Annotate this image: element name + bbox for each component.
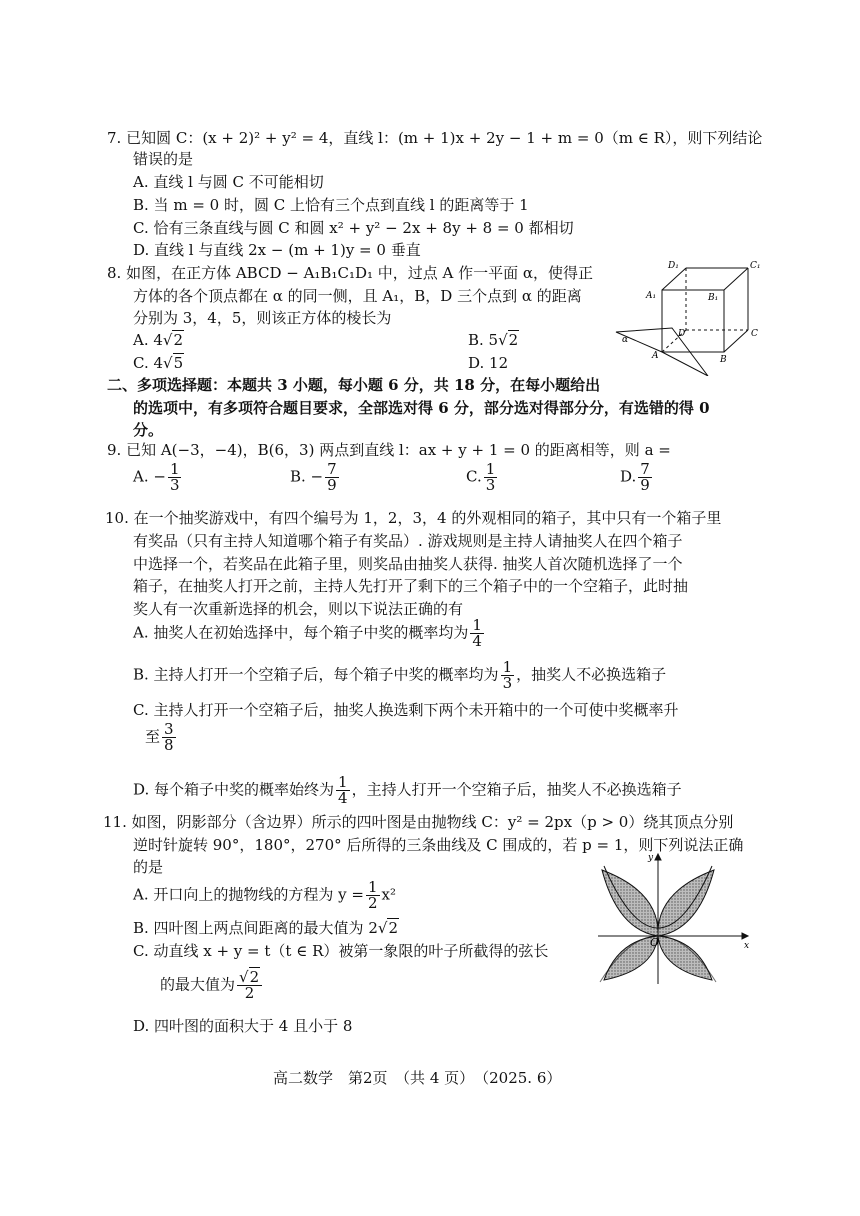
cube-top-edge-left — [662, 268, 686, 290]
q9-b-den: 9 — [327, 476, 337, 494]
origin-label: O — [650, 936, 660, 949]
q10-stem-line1: 10. 在一个抽奖游戏中，有四个编号为 1，2，3，4 的外观相同的箱子，其中只有一个箱子里 — [105, 509, 722, 527]
section2-line3: 分。 — [133, 421, 164, 439]
q10-b-den: 3 — [502, 674, 513, 692]
q7-option-c: C. 恰有三条直线与圆 C 和圆 x² + y² − 2x + 8y + 8 = 0 都相切 — [133, 219, 574, 237]
q10-c-den: 8 — [164, 736, 174, 754]
q7-stem-line1: 7. 已知圆 C：(x + 2)² + y² = 4，直线 l：(m + 1)x + 2y − 1 + m = 0（m ∈ R），则下列结论 — [107, 129, 763, 147]
q11-c-num-radicand: 2 — [249, 968, 260, 986]
q10-option-b — [133, 660, 666, 691]
q10-b-text: B. 主持人打开一个空箱子后，每个箱子中奖的概率均为 — [133, 665, 499, 684]
q11-option-c-cont — [160, 970, 264, 1001]
q9-option-c — [466, 462, 499, 493]
q10-a-den: 4 — [472, 632, 482, 650]
q10-stem-line2: 有奖品（只有主持人知道哪个箱子有奖品）. 游戏规则是主持人请抽奖人在四个箱子 — [133, 532, 683, 550]
q7-option-b: B. 当 m = 0 时，圆 C 上恰有三个点到直线 l 的距离等于 1 — [133, 196, 529, 214]
q9-b-fraction — [325, 462, 339, 493]
label-alpha: α — [622, 335, 629, 345]
q8-option-d: D. 12 — [468, 354, 509, 372]
q10-d-num: 1 — [338, 773, 348, 791]
q10-c-num: 3 — [164, 720, 174, 738]
q9-b-num: 7 — [327, 460, 337, 478]
q8-stem-line2: 方体的各个顶点都在 α 的同一侧，且 A₁，B，D 三个点到 α 的距离 — [133, 287, 582, 305]
q10-b-tail: ，抽奖人不必换选箱子 — [516, 665, 667, 684]
q10-stem-line4: 箱子，在抽奖人打开之前，主持人先打开了剩下的三个箱子中的一个空箱子，此时抽 — [133, 577, 689, 595]
four-leaf-figure — [596, 850, 756, 986]
q9-c-label: C. — [466, 467, 482, 486]
q9-stem: 9. 已知 A(−3，−4)，B(6，3) 两点到直线 l：ax + y + 1 = 0 的距离相等，则 a = — [107, 441, 671, 459]
q9-option-a — [133, 462, 183, 493]
q10-option-c: C. 主持人打开一个空箱子后，抽奖人换选剩下两个未开箱中的一个可使中奖概率升 — [133, 701, 679, 719]
q10-d-tail: ，主持人打开一个空箱子后，抽奖人不必换选箱子 — [351, 780, 682, 799]
label-d1: D₁ — [668, 261, 679, 271]
q9-a-label: A. − — [133, 467, 166, 486]
q9-d-fraction — [638, 462, 652, 493]
q10-stem-line3: 中选择一个，若奖品在此箱子里，则奖品由抽奖人获得. 抽奖人首次随机选择了一个 — [133, 555, 683, 573]
q9-a-den: 3 — [169, 476, 180, 494]
q10-c-fraction — [162, 722, 176, 753]
q8-stem-line3: 分别为 3，4，5，则该正方体的棱长为 — [133, 309, 392, 327]
sqrt-symbol-icon: √ — [239, 968, 249, 986]
q11-stem-line2: 逆时针旋转 90°，180°，270° 后所得的三条曲线及 C 围成的，若 p = 1，则下列说法正确 — [133, 836, 744, 854]
q8-c-prefix: C. 4 — [133, 354, 164, 372]
sqrt-symbol-icon: √ — [163, 354, 173, 372]
x-axis-arrow-icon — [742, 933, 748, 939]
section2-line1: 二、多项选择题：本题共 3 小题，每小题 6 分，共 18 分，在每小题给出 — [107, 376, 601, 394]
q10-option-c-cont — [145, 722, 178, 753]
q11-b-radicand: 2 — [388, 919, 398, 937]
label-b: B — [720, 355, 727, 365]
q9-c-num: 1 — [485, 460, 496, 478]
cube-bottom-right-edge — [724, 330, 748, 352]
label-a1: A₁ — [646, 291, 657, 301]
sqrt-symbol-icon: √ — [377, 919, 388, 937]
q11-a-num: 1 — [367, 878, 378, 896]
q9-d-label: D. — [620, 467, 637, 486]
label-d: D — [678, 329, 686, 339]
q9-b-label: B. − — [290, 467, 324, 486]
q11-a-tail: x² — [381, 885, 396, 904]
q10-option-a — [133, 618, 486, 649]
sqrt-symbol-icon: √ — [498, 331, 508, 349]
q8-b-prefix: B. 5 — [468, 331, 499, 349]
q10-d-den: 4 — [338, 789, 348, 807]
q11-option-a — [133, 880, 396, 911]
axis-label-y: y — [648, 853, 654, 863]
q11-a-fraction — [366, 880, 380, 911]
q9-d-num: 7 — [640, 460, 650, 478]
label-a: A — [652, 351, 659, 361]
label-c: C — [751, 329, 758, 339]
q8-c-radicand: 5 — [173, 354, 184, 372]
section2-line2: 的选项中，有多项符合题目要求，全部选对得 6 分，部分选对得部分分，有选错的得 0 — [133, 399, 710, 417]
q11-c-pre: 的最大值为 — [160, 975, 236, 994]
q11-c-den: 2 — [244, 984, 255, 1002]
q11-option-c: C. 动直线 x + y = t（t ∈ R）被第一象限的叶子所截得的弦长 — [133, 942, 549, 960]
label-c1: C₁ — [750, 261, 761, 271]
q8-option-b — [468, 330, 519, 350]
q9-a-num: 1 — [169, 460, 180, 478]
q10-a-fraction — [470, 618, 484, 649]
q7-stem-line2: 错误的是 — [133, 150, 194, 168]
q10-d-fraction — [336, 775, 350, 806]
q10-stem-line5: 奖人有一次重新选择的机会，则以下说法正确的有 — [133, 600, 464, 618]
q9-option-d — [620, 462, 654, 493]
q11-b-prefix: B. 四叶图上两点间距离的最大值为 2 — [133, 919, 378, 937]
q11-c-fraction — [237, 970, 262, 1001]
q7-option-d: D. 直线 l 与直线 2x − (m + 1)y = 0 垂直 — [133, 241, 421, 259]
q10-a-num: 1 — [472, 616, 482, 634]
q8-a-radicand: 2 — [173, 331, 184, 349]
q10-option-d — [133, 775, 682, 806]
axis-label-x: x — [744, 941, 750, 951]
q9-c-fraction — [484, 462, 498, 493]
q11-a-den: 2 — [367, 894, 378, 912]
q10-a-text: A. 抽奖人在初始选择中，每个箱子中奖的概率均为 — [133, 623, 469, 642]
q9-a-fraction — [168, 462, 182, 493]
q10-b-fraction — [501, 660, 515, 691]
q8-option-c — [133, 353, 184, 373]
q11-a-text: A. 开口向上的抛物线的方程为 y = — [133, 885, 364, 904]
q11-stem-line1: 11. 如图，阴影部分（含边界）所示的四叶图是由抛物线 C：y² = 2px（p > 0）绕其顶点分别 — [103, 813, 734, 831]
q8-a-prefix: A. 4 — [133, 331, 163, 349]
q10-d-text: D. 每个箱子中奖的概率始终为 — [133, 780, 335, 799]
y-axis-arrow-icon — [655, 854, 661, 860]
sqrt-symbol-icon: √ — [162, 331, 173, 349]
q8-b-radicand: 2 — [508, 331, 519, 349]
q10-b-num: 1 — [502, 658, 513, 676]
q11-option-b — [133, 918, 399, 938]
q10-c-pre: 至 — [145, 727, 161, 746]
page-footer: 高二数学 第2页 （共 4 页） （2025. 6） — [273, 1069, 562, 1087]
cube-figure — [612, 258, 762, 376]
q11-option-d: D. 四叶图的面积大于 4 且小于 8 — [133, 1017, 353, 1035]
q9-d-den: 9 — [640, 476, 650, 494]
leaf-quadrant-4 — [658, 936, 712, 980]
q11-stem-line3: 的是 — [133, 858, 164, 876]
q9-option-b — [290, 462, 341, 493]
q8-option-a — [133, 330, 184, 350]
q9-c-den: 3 — [485, 476, 496, 494]
cube-top-edge-right — [724, 268, 748, 290]
q8-stem-line1: 8. 如图，在正方体 ABCD − A₁B₁C₁D₁ 中，过点 A 作一平面 α，使得正 — [107, 264, 594, 282]
q7-option-a: A. 直线 l 与圆 C 不可能相切 — [133, 173, 324, 191]
label-b1: B₁ — [708, 293, 719, 303]
